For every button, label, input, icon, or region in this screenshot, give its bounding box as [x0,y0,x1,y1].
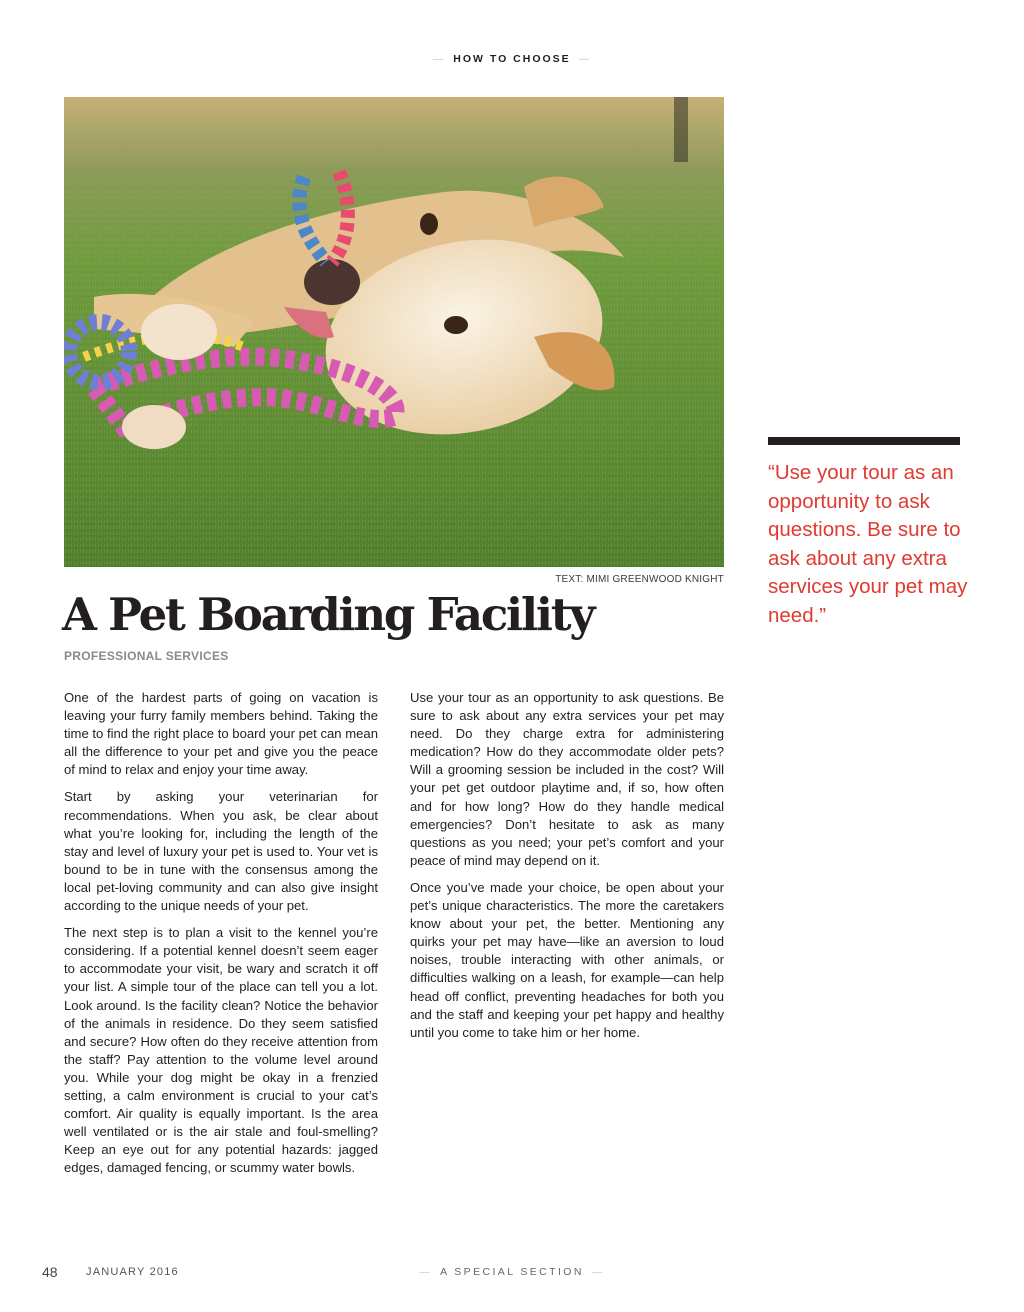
paragraph: Start by asking your veterinarian for recommendations. When you ask, be clear about what you’re looking for, including the length of the stay and level of luxury your pet is used to. Your vet is bound to be in tune with the consensus among the local pet-loving community and can also give insight according to the unique needs of your pet. [64,789,378,914]
dog-illustration [64,97,724,567]
section-text: A SPECIAL SECTION [440,1266,584,1278]
paragraph: Once you’ve made your choice, be open about your pet’s unique characteristics. The more the caretakers know about your pet, the better. Mentioning any quirks your pet may have—like an aversion to loud noises, trouble interacting with other animals, or difficulties walking on a leash, for example—can help head off conflict, preventing headaches for both you and the staff and keeping your pet happy and healthy until you come to take him or her home. [410,879,724,1040]
section-dash-right: — [591,1266,605,1278]
paragraph: One of the hardest parts of going on vacation is leaving your furry family members behind. Taking the time to find the right place to board your pet can mean all the difference to your pet and give you the peace of mind to relax and enjoy your time away. [64,690,378,778]
article-subtitle: PROFESSIONAL SERVICES [64,649,229,663]
kicker-dash-left: — [432,53,446,65]
paragraph: The next step is to plan a visit to the kennel you’re considering. If a potential kennel doesn’t seem eager to accommodate your visit, be wary and scratch it off your list. A simple tour of the place can tell you a lot. Look around. Is the facility clean? Notice the behavior of the animals in residence. Do they seem satisfied and secure? How often do they receive attention from the staff? Pay attention to the volume level around you. While your dog might be okay in a frenzied setting, a calm environment is crucial to your cat’s comfort. Air quality is equally important. Is the area well ventilated or is the air stale and foul-smelling? Keep an eye out for any potential hazards: jagged edges, damaged fencing, or scummy water bowls. [64,925,378,1176]
body-column-left [64,689,378,1186]
kicker-text: HOW TO CHOOSE [453,53,571,65]
paragraph: Use your tour as an opportunity to ask questions. Be sure to ask about any extra services your pet may need. Do they charge extra for administering medication? How do they accommodate older pets? Will a grooming session be included in the cost? Will your pet get outdoor playtime and, if so, how often and for how long? How do they handle medical emergencies? Don’t hesitate to ask as many questions as you need; your pet’s comfort and your peace of mind may depend on it. [410,690,724,868]
pull-quote: “Use your tour as an opportunity to ask questions. Be sure to ask about any extra services your pet may need.” [768,461,968,627]
section-kicker [0,53,1024,65]
photo-credit: TEXT: MIMI GREENWOOD KNIGHT [555,574,724,585]
body-column-right [410,689,724,1051]
section-label [0,1266,1024,1278]
section-dash-left: — [419,1266,433,1278]
kicker-dash-right: — [578,53,592,65]
pull-quote-rule [768,437,960,445]
hero-photo [64,97,724,567]
article-title: A Pet Boarding Facility [62,588,594,641]
page-number: 48 [42,1264,58,1280]
issue-date: JANUARY 2016 [86,1266,179,1278]
